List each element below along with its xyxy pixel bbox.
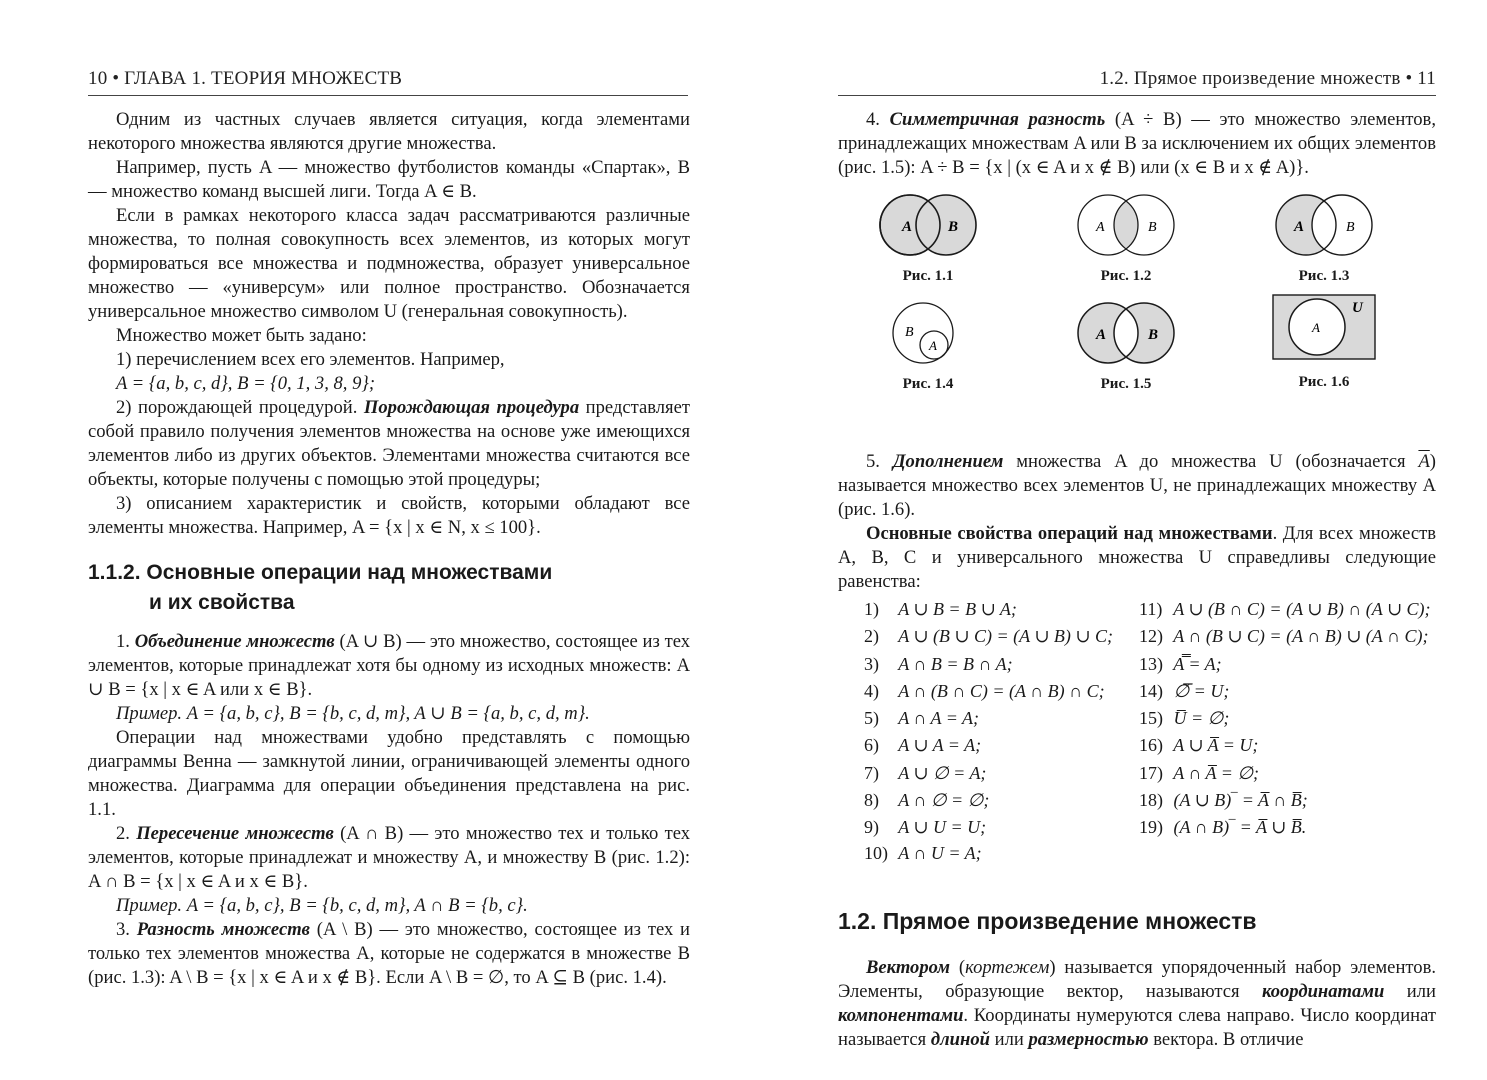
property-formula: A ∩ U = A; xyxy=(898,842,982,863)
property-formula: A ∪ B = B ∪ A; xyxy=(898,599,1017,619)
property-number: 19) xyxy=(1139,817,1163,838)
property-number: 2) xyxy=(864,626,879,647)
venn-figure-subset xyxy=(848,300,1008,396)
header-rule xyxy=(838,95,1436,96)
property-number: 1) xyxy=(864,599,879,619)
text: (A ∩ B) — это множество тех и только тех элементов, которые принадлежат и множеству A, и множеству B (рис. 1.2): A ∩ B = {x | x ∈ A и x ∈ B}. xyxy=(88,823,691,892)
property-item xyxy=(1139,678,1459,705)
property-formula: A ∩ (B ∩ C) = (A ∩ B) ∩ C; xyxy=(898,680,1105,701)
text: (A ÷ B) — это множество элементов, принадлежащих множествам A или B за исключением их общих элементов (рис. 1.5): A ÷ B = {x | (x ∈ A и x ∉ B) или (x ∈ B и x ∉ A)}. xyxy=(838,109,1436,178)
venn-complement-icon xyxy=(1272,294,1376,360)
term: Объединение множеств xyxy=(134,631,335,652)
example-label: Пример. xyxy=(116,895,183,916)
property-item xyxy=(864,705,1139,732)
property-item xyxy=(1139,596,1459,623)
property-formula: (A ∪ B)‾ = A̅ ∩ B̅; xyxy=(1173,790,1308,811)
definition xyxy=(838,108,1436,180)
text: ) называется множество всех элементов U, не принадлежащих множеству A (рис. 1.6). xyxy=(838,451,1436,520)
term: Дополнением xyxy=(892,451,1004,472)
property-item xyxy=(1139,732,1459,759)
property-number: 14) xyxy=(1139,680,1163,701)
property-number: 10) xyxy=(864,842,888,863)
property-item xyxy=(864,623,1139,650)
property-item xyxy=(1139,705,1459,732)
venn-symmetric-difference-icon xyxy=(1066,300,1186,366)
venn-figure-union xyxy=(848,192,1008,288)
property-formula: A ∩ A̅ = ∅; xyxy=(1173,762,1260,783)
venn-figure-complement xyxy=(1244,294,1404,394)
venn-intersection-icon xyxy=(1066,192,1186,258)
list-item: 3) описанием характеристик и свойств, которыми обладают все элементы множества. Например, A = {x | x ∈ N, x ≤ 100}. xyxy=(88,493,690,538)
text: 2) порождающей процедурой. xyxy=(116,397,364,418)
figure-caption: Рис. 1.6 xyxy=(1298,374,1350,390)
text: или xyxy=(1384,980,1436,1002)
number: 3. xyxy=(116,919,137,940)
venn-figure-symmetric-difference xyxy=(1046,300,1206,396)
property-number: 6) xyxy=(864,735,879,756)
text: . Координаты нумеруются слева направо. Число координат называется xyxy=(838,1004,1436,1050)
property-item xyxy=(1139,787,1459,814)
term: Вектором xyxy=(866,956,950,978)
svg-text:A: A xyxy=(1294,219,1305,235)
property-number: 7) xyxy=(864,762,879,783)
paragraph: Операции над множествами удобно представлять с помощью диаграммы Венна — замкнутой линии, ограничивающей элементы одного множества. Диаграмма для операции объединения представлена на рис. 1.1. xyxy=(88,727,690,820)
text: (A \ B) — это множество, состоящее из тех и только тех элементов множества A, которые не содержатся в множестве B (рис. 1.3): A \ B = {x | x ∈ A и x ∉ B}. Если A \ B = ∅, то A ⊆ B (рис. 1.4). xyxy=(88,919,691,988)
paragraph xyxy=(838,522,1436,594)
paragraph xyxy=(838,956,1436,1052)
term: длиной xyxy=(930,1028,990,1050)
running-head-left: 10 • ГЛАВА 1. ТЕОРИЯ МНОЖЕСТВ xyxy=(88,68,403,89)
term: координатами xyxy=(1261,980,1385,1002)
paragraph: Одним из частных случаев является ситуация, когда элементами некоторого множества являются другие множества. xyxy=(88,109,690,154)
property-number: 9) xyxy=(864,817,879,838)
property-item xyxy=(864,678,1139,705)
svg-text:A: A xyxy=(1096,220,1105,235)
svg-text:A: A xyxy=(929,338,937,353)
property-formula: A ∪ (B ∩ C) = (A ∪ B) ∩ (A ∪ C); xyxy=(1173,599,1431,619)
property-formula: A ∪ A̅ = U; xyxy=(1173,735,1259,756)
term: Симметричная разность xyxy=(889,109,1106,130)
number: 4. xyxy=(866,109,890,130)
property-number: 16) xyxy=(1139,735,1163,756)
properties-column-left xyxy=(864,596,1139,864)
property-number: 17) xyxy=(1139,762,1163,783)
property-formula: A ∪ A = A; xyxy=(898,735,982,756)
property-formula: A ∩ ∅ = ∅; xyxy=(898,790,990,811)
property-number: 3) xyxy=(864,653,879,674)
property-number: 18) xyxy=(1139,790,1163,811)
text: представляет собой правило получения элементов множества на основе уже имеющихся элементов либо из других объектов. Элементами множества считаются все объекты, которые получены с помощью этой процедуры; xyxy=(88,397,690,490)
property-formula: A ∪ (B ∪ C) = (A ∪ B) ∪ C; xyxy=(898,626,1113,647)
svg-text:A: A xyxy=(1312,320,1320,335)
property-formula: A ∩ B = B ∩ A; xyxy=(898,653,1013,674)
property-number: 5) xyxy=(864,708,879,729)
figure-caption: Рис. 1.1 xyxy=(902,268,954,284)
section-heading xyxy=(88,558,690,618)
property-item xyxy=(1139,760,1459,787)
term: компонентами xyxy=(838,1004,964,1026)
left-page-body xyxy=(88,108,690,990)
property-number: 12) xyxy=(1139,626,1163,647)
number: 2. xyxy=(116,823,137,844)
property-item xyxy=(864,842,1139,864)
properties-column-right xyxy=(1139,596,1459,864)
property-formula: A̿ = A; xyxy=(1173,653,1222,674)
definition xyxy=(88,918,690,990)
property-formula: ∅̅ = U; xyxy=(1173,680,1230,701)
term: Разность множеств xyxy=(136,919,310,940)
property-number: 11) xyxy=(1139,599,1163,619)
property-item xyxy=(1139,814,1459,841)
definition xyxy=(88,630,690,702)
property-formula: (A ∩ B)‾ = A̅ ∪ B̅. xyxy=(1173,817,1307,838)
definition xyxy=(88,822,690,894)
property-formula: A ∪ U = U; xyxy=(898,817,987,838)
term: Пересечение множеств xyxy=(136,823,334,844)
text: . Для всех множеств A, B, C и универсального множества U справедливы следующие равенства: xyxy=(838,523,1436,592)
svg-text:B: B xyxy=(948,219,959,235)
property-number: 13) xyxy=(1139,653,1163,674)
venn-union-icon xyxy=(868,192,988,258)
bold-lead: Основные свойства операций над множествами xyxy=(866,523,1273,544)
number: 1. xyxy=(116,631,135,652)
complement-symbol: $\overline{A}$ xyxy=(1418,451,1430,472)
property-item xyxy=(864,760,1139,787)
term-italic: кортежем xyxy=(965,956,1050,978)
property-item xyxy=(864,787,1139,814)
svg-text:A: A xyxy=(902,219,913,235)
section-heading: 1.2. Прямое произведение множеств xyxy=(838,907,1257,934)
example xyxy=(88,894,690,918)
venn-subset-icon xyxy=(868,300,988,366)
property-item xyxy=(864,732,1139,759)
list-item: 1) перечислением всех его элементов. Например, xyxy=(116,349,505,370)
venn-figure-intersection xyxy=(1046,192,1206,288)
property-formula: U̅ = ∅; xyxy=(1173,708,1230,729)
svg-text:U: U xyxy=(1352,300,1363,316)
property-formula: A ∪ ∅ = A; xyxy=(898,762,987,783)
svg-text:B: B xyxy=(905,325,914,340)
property-number: 4) xyxy=(864,680,879,701)
list-item xyxy=(88,396,690,492)
example-label: Пример. xyxy=(116,703,183,724)
number: 5. xyxy=(866,451,893,472)
svg-text:B: B xyxy=(1346,220,1355,235)
heading-line: и их свойства xyxy=(149,591,295,614)
figure-caption: Рис. 1.5 xyxy=(1100,376,1152,392)
right-page-body xyxy=(838,108,1436,1052)
text: ( xyxy=(949,956,966,978)
text: множества A до множества U (обозначается xyxy=(1003,451,1419,472)
paragraph: Множество может быть задано: xyxy=(116,325,367,346)
svg-text:B: B xyxy=(1148,327,1159,343)
property-item xyxy=(864,596,1139,623)
figure-caption: Рис. 1.4 xyxy=(902,376,954,392)
figure-caption: Рис. 1.3 xyxy=(1298,268,1350,284)
text: A = {a, b, c}, B = {b, c, d, m}, A ∪ B = {a, b, c, d, m}. xyxy=(182,703,590,724)
example xyxy=(88,702,690,726)
svg-text:A: A xyxy=(1096,327,1107,343)
definition xyxy=(838,450,1436,522)
text: A = {a, b, c}, B = {b, c, d, m}, A ∩ B = {b, c}. xyxy=(182,895,528,916)
venn-figure-difference xyxy=(1244,192,1404,288)
text: ) называется упорядоченный набор элементов. Элементы, образующие вектор, называются xyxy=(838,956,1436,1002)
property-item xyxy=(864,814,1139,841)
paragraph: Если в рамках некоторого класса задач рассматриваются различные множества, то полная совокупность всех элементов, из которых могут формироваться все множества и подмножества, образует универсальное множество — «универсум» или полное пространство. Обозначается универсальное множество символом U (генеральная совокупность). xyxy=(88,205,690,322)
property-number: 8) xyxy=(864,790,879,811)
term: Порождающая процедура xyxy=(363,397,580,418)
term: размерностью xyxy=(1028,1028,1149,1050)
property-formula: A ∩ (B ∪ C) = (A ∩ B) ∪ (A ∩ C); xyxy=(1173,626,1429,647)
heading-line: 1.1.2. Основные операции над множествами xyxy=(88,561,553,584)
property-item xyxy=(1139,623,1459,650)
paragraph: Например, пусть A — множество футболистов команды «Спартак», B — множество команд высшей лиги. Тогда A ∈ B. xyxy=(88,157,690,202)
venn-difference-icon xyxy=(1264,192,1384,258)
text: или xyxy=(989,1028,1029,1050)
figure-caption: Рис. 1.2 xyxy=(1100,268,1152,284)
property-item xyxy=(864,651,1139,678)
formula: A = {a, b, c, d}, B = {0, 1, 3, 8, 9}; xyxy=(116,373,376,394)
venn-figures xyxy=(838,192,1436,450)
properties-list xyxy=(864,596,1436,864)
text: (A ∪ B) — это множество, состоящее из тех элементов, которые принадлежат хотя бы одному из исходных множеств: A ∪ B = {x | x ∈ A или x ∈ B}. xyxy=(88,631,691,700)
svg-text:B: B xyxy=(1148,220,1157,235)
header-rule xyxy=(88,95,688,96)
property-formula: A ∩ A = A; xyxy=(898,708,980,729)
text: вектора. В отличие xyxy=(1148,1028,1304,1050)
property-number: 15) xyxy=(1139,708,1163,729)
running-head-right: 1.2. Прямое произведение множеств • 11 xyxy=(1099,68,1436,89)
property-item xyxy=(1139,651,1459,678)
